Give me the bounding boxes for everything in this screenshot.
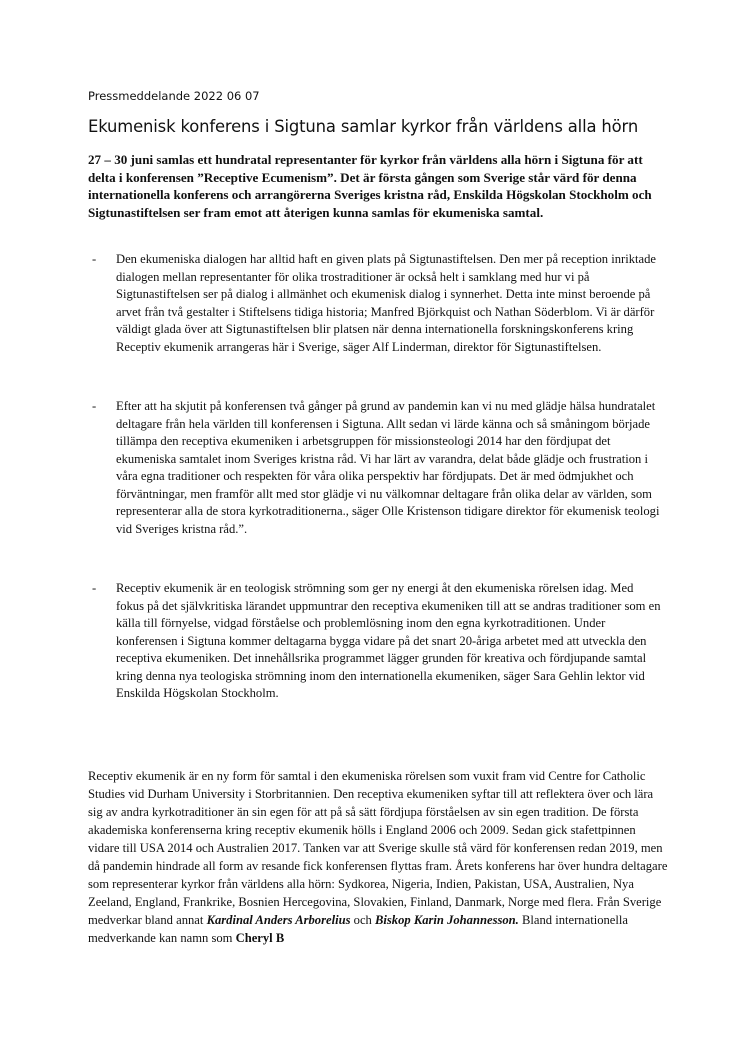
list-item xyxy=(88,251,661,356)
page-title: Ekumenisk konferens i Sigtuna samlar kyrkor från världens alla hörn xyxy=(88,117,639,136)
body-tail-text: Bland internationella medverkande kan namn som xyxy=(88,913,628,945)
participant-name: Biskop Karin Johannesson. xyxy=(375,913,519,927)
body-text: Receptiv ekumenik är en ny form för samtal i den ekumeniska rörelsen som vuxit fram vid Centre for Catholic Studies vid Durham University i Storbritannien. Den receptiva ekumeniken syftar till att reflektera över och lära sig av andra kyrkotraditioner än sin egen för att på så sätt fördjupa förståelsen av sin egen tradition. De första akademiska konferenserna kring receptiv ekumenik hölls i England 2006 och 2009. Sedan gick stafettpinnen vidare till USA 2014 och Australien 2017. Tanken var att Sverige skulle stå värd för konferensen redan 2019, men då pandemin hindrade all form av resande fick konferensen flyttas fram. Årets konferens har över hundra deltagare som representerar kyrkor från världens alla hörn: Sydkorea, Nigeria, Indien, Pakistan, USA, Australien, Nya Zeeland, England, Frankrike, Bosnien Hercegovina, Slovakien, Finland, Danmark, Norge med flera. Från Sverige medverkar bland annat xyxy=(88,769,668,927)
participant-name: Cheryl B xyxy=(235,931,285,945)
bullet-marker: - xyxy=(92,399,97,413)
body-paragraph xyxy=(88,767,668,947)
quote-text: Receptiv ekumenik är en teologisk strömning som ger ny energi åt den ekumeniska rörelsen idag. Med fokus på det självkritiska lärandet uppmuntrar den receptiva ekumeniken till att se andras traditioner som en källa till förnyelse, vidgad förståelse och problemlösning inom den egna kyrkotraditionen. Under konferensen i Sigtuna kommer deltagarna bygga vidare på det snart 20-åriga arbetet med att utveckla den receptiva ekumeniken. Det innehållsrika programmet lägger grunden för kreativa och fördjupande samtal kring denna nya teologiska strömning inom den internationella ekumeniken, säger Sara Gehlin lektor vid Enskilda Högskolan Stockholm. xyxy=(116,581,661,700)
list-item xyxy=(88,580,661,703)
list-item xyxy=(88,398,661,538)
participant-name: Kardinal Anders Arborelius xyxy=(206,913,351,927)
quote-text: Den ekumeniska dialogen har alltid haft en given plats på Sigtunastiftelsen. Den mer på reception inriktade dialogen mellan representanter för olika trostraditioner är också helt i samklang med hur vi på Sigtunastiftelsen ser på dialog i allmänhet och ekumenisk dialog i synnerhet. Detta inte minst beroende på arvet från två gestalter i Stiftelsens tidiga historia; Manfred Björkquist och Nathan Söderblom. Vi är därför väldigt glada över att Sigtunastiftelsen blir platsen när denna internationella forskningskonferens kring Receptiv ekumenik arrangeras här i Sverige, säger Alf Linderman, direktor för Sigtunastiftelsen. xyxy=(116,252,656,354)
connector-text: och xyxy=(353,913,372,927)
lead-paragraph: 27 – 30 juni samlas ett hundratal representanter för kyrkor från världens alla hörn i Sigtuna för att delta i konferensen ”Receptive Ecumenism”. Det är första gången som Sverige står värd för denna internationella konferens och arrangörerna Sveriges kristna råd, Enskilda Högskolan Stockholm och Sigtunastiftelsen ser fram emot att återigen kunna samlas för ekumeniska samtal. xyxy=(88,152,652,220)
bullet-marker: - xyxy=(92,581,97,595)
quote-text: Efter att ha skjutit på konferensen två gånger på grund av pandemin kan vi nu med glädje hälsa hundratalet deltagare från hela världen till konferensen i Sigtuna. Allt sedan vi lärde känna och så småningom började tillämpa den receptiva ekumeniken i arbetsgruppen för missionsteologi 2014 har den fördjupat det ekumeniska samtalet inom Sveriges kristna råd. Vi har lärt av varandra, delat både glädje och frustration i våra egna traditioner och respekten för våra olika perspektiv har fördjupats. Det är med ödmjukhet och förväntningar, men framför allt med stor glädje vi nu välkomnar deltagare från olika delar av världen, som representerar alla de stora kyrkotraditionerna., säger Olle Kristenson tidigare direktor för ekumenisk teologi vid Sveriges kristna råd.”. xyxy=(116,399,660,536)
press-release-dateline: Pressmeddelande 2022 06 07 xyxy=(88,89,260,103)
bullet-marker: - xyxy=(92,252,97,266)
